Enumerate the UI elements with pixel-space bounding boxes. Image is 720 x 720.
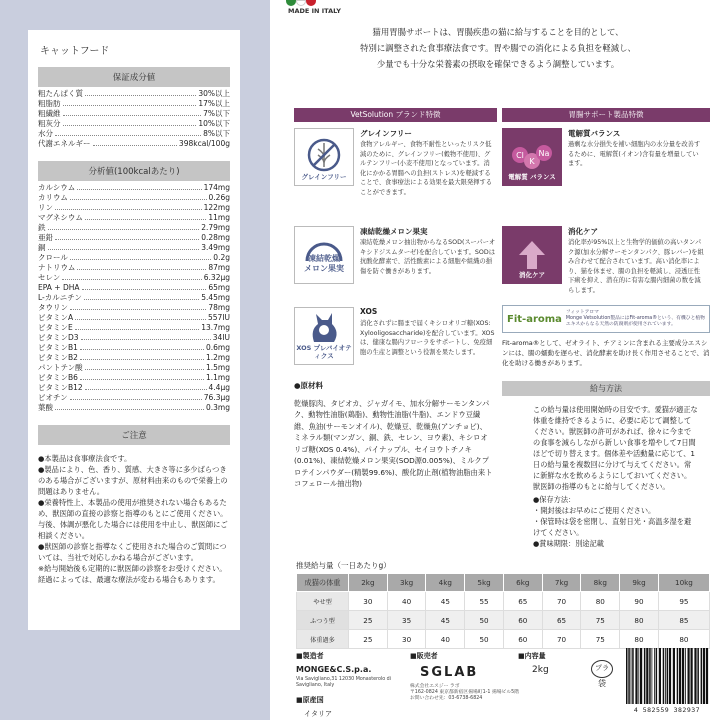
barcode-number: 4 582559 382937 [633,706,701,714]
table-cell: 25 [349,611,388,630]
analysis-row: クロール 0.2g [38,253,230,262]
guaranteed-row: 粗灰分 10%以下 [38,119,230,128]
analysis-row: カリウム 0.26g [38,193,230,202]
table-cell: 45 [426,611,465,630]
table-cell: 30 [349,592,388,611]
nutrition-card [28,30,240,630]
fit-aroma-logo: Fit-aroma [507,313,562,325]
feature-digestive-care: 消化ケア 消化ケア 消化率が95%以上と生物学的価値の高いタンパク源(加水分解サーモンタンパク、豚レバー)を組み合わせて配合されています。高い消化率により、猫を休ませ、腸の負担を軽減し、浸透圧性下痢を抑え、潜在的に有害な腸内細菌の数を減らします。 [502,226,708,296]
brand-features-band: VetSolution ブランド特徴 [294,108,497,122]
analysis-list [38,183,230,413]
seller: ■販売者 SGLAB 株式会社エスジー ラボ 〒162-0824 東京都新宿区揚場町1-1 揚場ビル5階 お問い合わせ先：03-6738-6824 [410,652,519,701]
table-cell: 60 [503,630,542,649]
table-cell: 65 [503,592,542,611]
guaranteed-row: 粗脂肪 17%以上 [38,99,230,108]
analysis-row: ビタミンD3 34IU [38,333,230,342]
table-row-label: ふつう型 [297,611,349,630]
analysis-row: ビタミンA 557IU [38,313,230,322]
barcode-icon [622,646,712,708]
caution-item: ●本製品は食事療法食です。 [38,454,132,463]
analysis-row: ビタミンB12 4.4μg [38,383,230,392]
table-cell: 80 [620,630,659,649]
caution-item: 与後、体調が悪化した場合には使用を中止し、獣医師にご相談ください。 [38,520,228,540]
table-row [297,592,710,611]
table-cell: 55 [465,592,504,611]
guaranteed-row: 粗繊維 7%以下 [38,109,230,118]
product-features-band: 胃腸サポート製品特徴 [502,108,710,122]
table-header-cell: 6kg [503,574,542,592]
guaranteed-row: 代謝エネルギー 398kcal/100g [38,139,230,148]
analysis-row: カルシウム 174mg [38,183,230,192]
table-header-cell: 7kg [542,574,581,592]
table-row-label: 体重過多 [297,630,349,649]
table-cell: 40 [426,630,465,649]
table-cell: 75 [581,611,620,630]
feature-grain-free: グレインフリー グレインフリー 食物アレルギー、食物不耐性といったリスク低減のために、グレインフリー(穀物不使用)、グルテンフリー(小麦不使用)となっています。消化にかかる胃腸への負担(ストレス)を軽減することで、食事療法による効果を最大限発揮することができます。 [294,128,500,208]
analysis-row: ナトリウム 87mg [38,263,230,272]
electrolyte-icon: Cl K Na 電解質 バランス [502,128,562,186]
table-cell: 25 [349,630,388,649]
analysis-row: 亜鉛 0.28mg [38,233,230,242]
table-header-cell: 8kg [581,574,620,592]
analysis-row: 葉酸 0.3mg [38,403,230,412]
feeding-text: この給与量は使用開始時の目安です。愛猫が適正な体重を維持できるように、必要に応じて調整してください。獣医師の許可があれば、徐々に今までの食事を減らしながら新しい食事を増やして7日間ほどで切り替えます。個体差や活動量に応じて、1日の給与量を複数回に分けて与えてください。常に新鮮な水を飲めるようにしておいてください。獣医師の指導のもとに給与してください。 [533,405,698,491]
cat-icon: XOS プレバイオティクス [294,307,354,365]
table-cell: 75 [581,630,620,649]
arrow-up-icon: 消化ケア [502,226,562,284]
table-cell: 95 [658,592,709,611]
analysis-row: 銅 3.49mg [38,243,230,252]
table-cell: 50 [465,630,504,649]
table-header-cell: 3kg [387,574,426,592]
analysis-row: ビオチン 76.3μg [38,393,230,402]
manufacturer: ■製造者 MONGE&C.S.p.a. Via Savigliano,31 12030 Monasterolo di Savigliano, Italy ■原産国 イタリア [296,652,392,718]
table-cell: 60 [503,611,542,630]
analysis-row: マグネシウム 11mg [38,213,230,222]
grain-free-icon: グレインフリー [294,128,354,186]
table-header-cell: 9kg [620,574,659,592]
table-cell: 80 [620,611,659,630]
plastic-recycle-icon: プラ 袋 [587,660,617,690]
feeding-heading: 給与方法 [502,381,710,396]
analysis-row: ビタミンB1 0.6mg [38,343,230,352]
analysis-row: EPA + DHA 65mg [38,283,230,292]
right-panel [270,0,720,720]
made-in-label: MADE IN ITALY [288,7,341,15]
guaranteed-row: 粗たんぱく質 30%以上 [38,89,230,98]
feeding-table [296,573,710,649]
left-panel [0,0,270,720]
table-cell: 50 [465,611,504,630]
caution-item: ●栄養特性上、本製品の使用が推奨されない場合もあるため、獣医師の直接の診察と指導のもとにご使用ください。 [38,498,228,518]
analysis-row: パントテン酸 1.5mg [38,363,230,372]
analysis-row: リン 122mg [38,203,230,212]
svg-text:メロン果実: メロン果実 [304,264,344,273]
ingredients: ●原材料 乾燥豚肉、タピオカ、ジャガイモ、加水分解サーモンタンパク、動物性油脂(鶏脂)、動物性油脂(牛脂)、エンドウ豆繊維、魚油(サーモンオイル)、乾燥豆、乾燥魚(アンチョビ)、ミネラル類(マンガン、銅、鉄、セレン、ヨウ素)、キシロオリゴ糖(XOS 0.4%)、パイナップル、セイヨウトチノキ(0.01%)、凍結乾燥メロン果実(SOD源0.005%)、ミルクプロテインパウダー(精製99.6%)、酸化防止剤(植物油脂由来トコフェロール抽出物) [294,381,493,488]
feature-melon: 凍結乾燥 メロン果実 凍結乾燥メロン果実 凍結乾燥メロン抽出物からなるSOD(スーパーオキシドジスムターゼ)を配合しています。SODは抗酸化酵素で、活性酸素による細胞や組織の損傷を防ぐ働きがあります。 [294,226,500,296]
analysis-row: L-カルニチン 5.45mg [38,293,230,302]
table-cell: 45 [426,592,465,611]
table-cell: 30 [387,630,426,649]
table-row [297,611,710,630]
table-header-cell: 10kg [658,574,709,592]
guaranteed-heading: 保証成分値 [38,67,230,87]
fit-aroma-text: Fit-aroma®として、ゼオライト、チアミンに含まれる主要成分エスシンには、腸の蠕動を遅らせ、消化酵素を助け長く作用させることで、消化を助ける働きがあります。 [502,339,710,367]
analysis-row: セレン 6.32μg [38,273,230,282]
analysis-row: タウリン 78mg [38,303,230,312]
intro-text: 猫用胃腸サポートは、胃腸疾患の猫に給与することを目的として、 特別に調整された食事療法食です。胃や腸での消化による負担を軽減し、 少量でも十分な栄養素の摂取を確保できるよう調整しています。 [360,27,636,69]
product-type: キャットフード [40,46,110,57]
content-amount: ■内容量 2kg [518,652,549,675]
table-cell: 80 [581,592,620,611]
storage-text: ●保存方法： ・開封後はお早めにご使用ください。 ・保管時は袋を密閉し、直射日光・高温多湿を避けてください。 ●賞味期限：別途記載 [533,495,692,548]
svg-text:Cl: Cl [516,151,524,160]
feature-xos: XOS プレバイオティクス XOS 消化されずに腸まで届くキシロオリゴ糖(XOS: Xylooligosaccharide)を配合しています。XOSは、健康な腸内フローラをサポートし、免疫細胞の生産と調整という役割を果たします。 [294,307,500,377]
caution-item: ●製品により、色、香り、質感、大きさ等に多少ばらつきのある場合がございますが、原材料由来のもので栄養上の問題はありません。 [38,465,228,496]
guaranteed-list [38,89,230,149]
table-header-cell: 2kg [349,574,388,592]
caution-list [38,453,230,585]
analysis-row: ビタミンB2 1.2mg [38,353,230,362]
analysis-row: ビタミンE 13.7mg [38,323,230,332]
fit-aroma-box [502,305,710,333]
table-cell: 40 [387,592,426,611]
guaranteed-row: 水分 8%以下 [38,129,230,138]
analysis-row: 鉄 2.79mg [38,223,230,232]
fit-aroma-desc: フィットアロマ Monge Vetsolution製品にはFit-aroma®という、有機ひと植物エキスからなる天然の防腐剤が使用されています。 [565,310,705,327]
table-header-cell: 5kg [465,574,504,592]
table-cell: 70 [542,592,581,611]
table-row-label: やせ型 [297,592,349,611]
analysis-heading: 分析値(100kcalあたり) [38,161,230,181]
analysis-row: ビタミンB6 1.1mg [38,373,230,382]
feeding-table-title: 推奨給与量（一日あたりg） [296,561,391,570]
svg-text:凍結乾燥: 凍結乾燥 [308,254,340,263]
melon-icon [294,226,354,284]
table-cell: 65 [542,611,581,630]
svg-text:Na: Na [538,149,550,158]
table-cell: 35 [387,611,426,630]
caution-heading: ご注意 [38,425,230,445]
caution-item: ●獣医師の診察と指導なくご使用された場合のご質問については、当社で対応しかねる場合がございます。 [38,542,227,562]
sglab-logo: SGLAB [420,665,479,680]
caution-item: ※給与開始後も定期的に獣医師の診察をお受けください。経過によっては、最適な療法が変わる場合もあります。 [38,564,227,584]
italy-flag-icon [286,0,316,6]
feature-electrolyte: Cl K Na 電解質 バランス 電解質バランス 過剰な水分損失を補い細胞内の水分量を改善するために、電解質(イオン)含有量を増量しています。 [502,128,708,208]
table-cell: 80 [658,630,709,649]
table-header-cell: 4kg [426,574,465,592]
table-cell: 70 [542,630,581,649]
table-cell: 90 [620,592,659,611]
svg-text:K: K [529,157,535,166]
table-cell: 85 [658,611,709,630]
table-header-cell: 成猫の体重 [297,574,349,592]
